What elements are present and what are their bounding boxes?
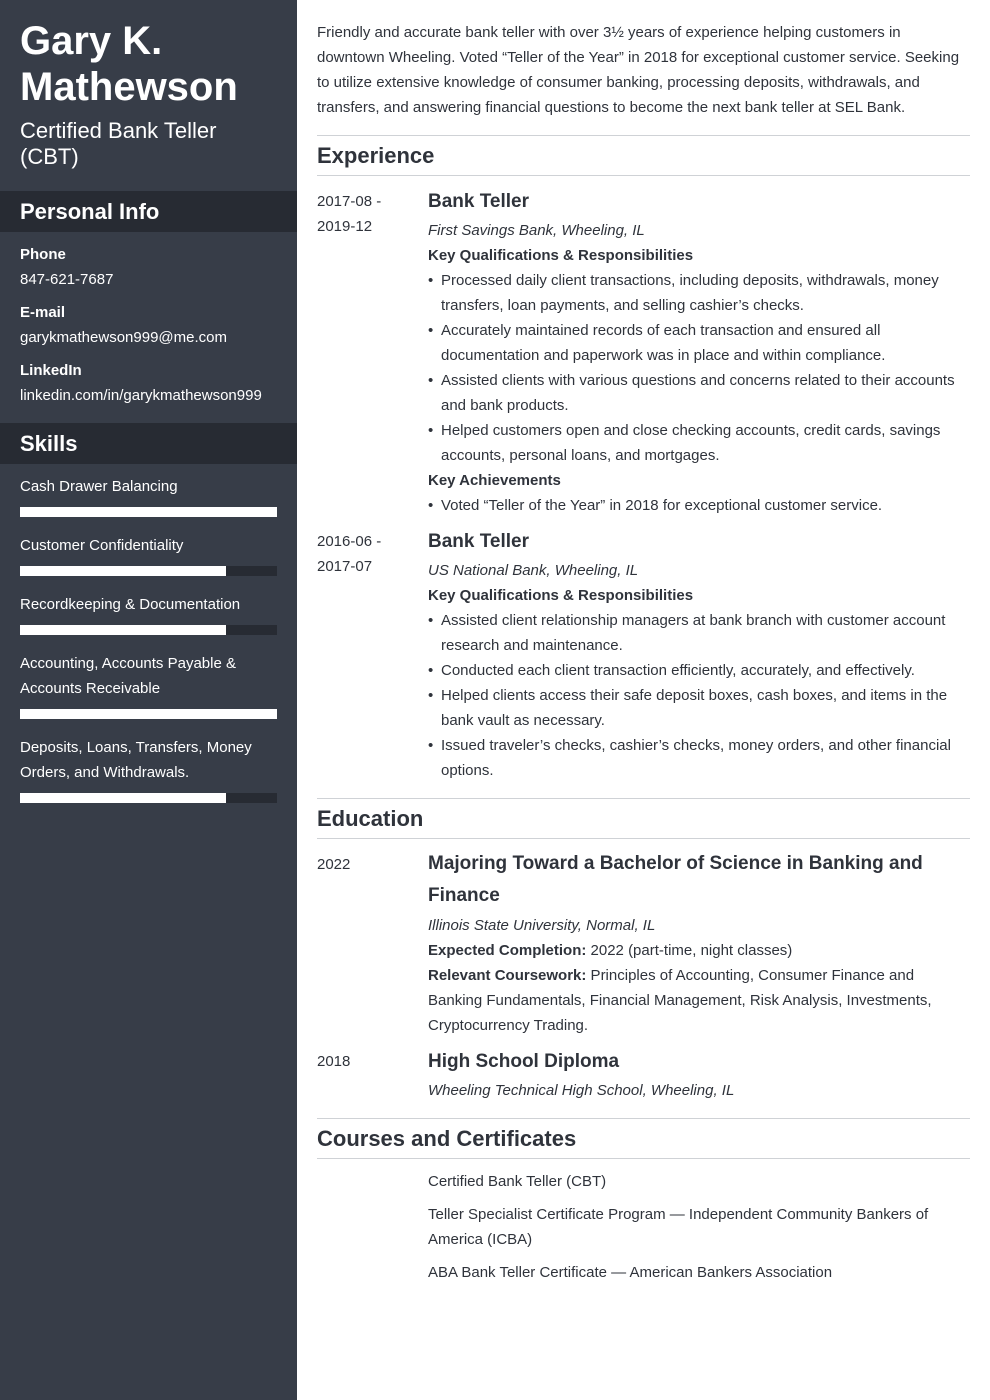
qualifications-heading: Key Qualifications & Responsibilities [428, 247, 694, 264]
job-date-start: 2017-08 - [317, 193, 382, 210]
list-item: • Assisted client relationship managers at bank branch with customer account research and maintenance. [428, 608, 970, 658]
skill-name: Customer Confidentiality [20, 537, 184, 554]
courses-heading: Courses and Certificates [317, 1118, 970, 1159]
skill-bar-fill [20, 709, 277, 719]
job-company: US National Bank, Wheeling, IL [428, 562, 639, 579]
list-item: • Helped customers open and close checking accounts, credit cards, savings accounts, personal loans, and mortgages. [428, 418, 970, 468]
summary: Friendly and accurate bank teller with over 3½ years of experience helping customers in downtown Wheeling. Voted “Teller of the Year” in 2018 for exceptional customer service. Seeking to utilize extensive knowledge of consumer banking, processing deposits, withdrawals, and transfers, and answering financial questions to become the next bank teller at SEL Bank. [317, 24, 960, 116]
qualifications-heading: Key Qualifications & Responsibilities [428, 587, 694, 604]
job-date-end: 2017-07 [317, 558, 373, 575]
expected-completion-value: 2022 (part-time, night classes) [586, 942, 793, 959]
job-date-end: 2019-12 [317, 218, 373, 235]
certificate-item: Certified Bank Teller (CBT) [428, 1173, 607, 1190]
email-value: garykmathewson999@me.com [20, 329, 227, 346]
skill-bar [20, 625, 277, 635]
school-name: Illinois State University, Normal, IL [428, 917, 656, 934]
list-item: • Voted “Teller of the Year” in 2018 for exceptional customer service. [428, 493, 970, 518]
personal-info-heading: Personal Info [0, 191, 297, 232]
skill-bar-fill [20, 625, 226, 635]
skill-bar-fill [20, 793, 226, 803]
list-item: • Accurately maintained records of each transaction and ensured all documentation and paperwork was in place and within compliance. [428, 318, 970, 368]
candidate-title: Certified Bank Teller (CBT) [20, 118, 217, 169]
job-bullets [428, 608, 970, 783]
relevant-coursework-label: Relevant Coursework: [428, 967, 587, 984]
expected-completion-label: Expected Completion: [428, 942, 587, 959]
skill-bar-fill [20, 507, 277, 517]
job-company: First Savings Bank, Wheeling, IL [428, 222, 645, 239]
skill-bar [20, 709, 277, 719]
certificate-item: Teller Specialist Certificate Program — Independent Community Bankers of America (ICBA) [428, 1206, 929, 1248]
list-item: • Helped clients access their safe deposit boxes, cash boxes, and items in the bank vault as necessary. [428, 683, 970, 733]
skill-bar [20, 793, 277, 803]
list-item: • Processed daily client transactions, including deposits, withdrawals, money transfers, loan payments, and selling cashier’s checks. [428, 268, 970, 318]
list-item: • Issued traveler’s checks, cashier’s checks, money orders, and other financial options. [428, 733, 970, 783]
relevant-coursework [428, 963, 948, 1038]
linkedin-value: linkedin.com/in/garykmathewson999 [20, 387, 262, 404]
skill-name: Cash Drawer Balancing [20, 478, 178, 495]
job-bullets [428, 268, 970, 468]
list-item: • Assisted clients with various questions and concerns related to their accounts and bank products. [428, 368, 970, 418]
sidebar [0, 0, 297, 1400]
list-item: • Conducted each client transaction efficiently, accurately, and effectively. [428, 658, 970, 683]
skill-bar [20, 507, 277, 517]
candidate-name: Gary K. Mathewson [20, 19, 238, 109]
skills-heading: Skills [0, 423, 297, 464]
job-title: Bank Teller [428, 531, 530, 552]
relevant-coursework-value: Principles of Accounting, Consumer Finance and Banking Fundamentals, Financial Management, Risk Analysis, Investments, Cryptocurrency Trading. [428, 967, 932, 1034]
degree-title: Majoring Toward a Bachelor of Science in Banking and Finance [428, 853, 923, 906]
education-year: 2018 [317, 1053, 351, 1070]
skill-bar-fill [20, 566, 226, 576]
achievement-bullets [428, 493, 970, 518]
job-title: Bank Teller [428, 191, 530, 212]
education-heading: Education [317, 798, 970, 839]
skill-name: Deposits, Loans, Transfers, Money Orders, and Withdrawals. [20, 739, 252, 781]
phone-value: 847-621-7687 [20, 271, 114, 288]
phone-label: Phone [20, 246, 66, 263]
achievements-heading: Key Achievements [428, 472, 561, 489]
skill-bar [20, 566, 277, 576]
experience-heading: Experience [317, 135, 970, 176]
school-name: Wheeling Technical High School, Wheeling, IL [428, 1082, 735, 1099]
job-date-start: 2016-06 - [317, 533, 382, 550]
email-label: E-mail [20, 304, 66, 321]
certificate-item: ABA Bank Teller Certificate — American Bankers Association [428, 1264, 833, 1281]
education-year: 2022 [317, 856, 351, 873]
expected-completion [428, 938, 948, 963]
linkedin-label: LinkedIn [20, 362, 82, 379]
degree-title: High School Diploma [428, 1051, 620, 1072]
skill-name: Recordkeeping & Documentation [20, 596, 241, 613]
skill-name: Accounting, Accounts Payable & Accounts Receivable [20, 655, 236, 697]
